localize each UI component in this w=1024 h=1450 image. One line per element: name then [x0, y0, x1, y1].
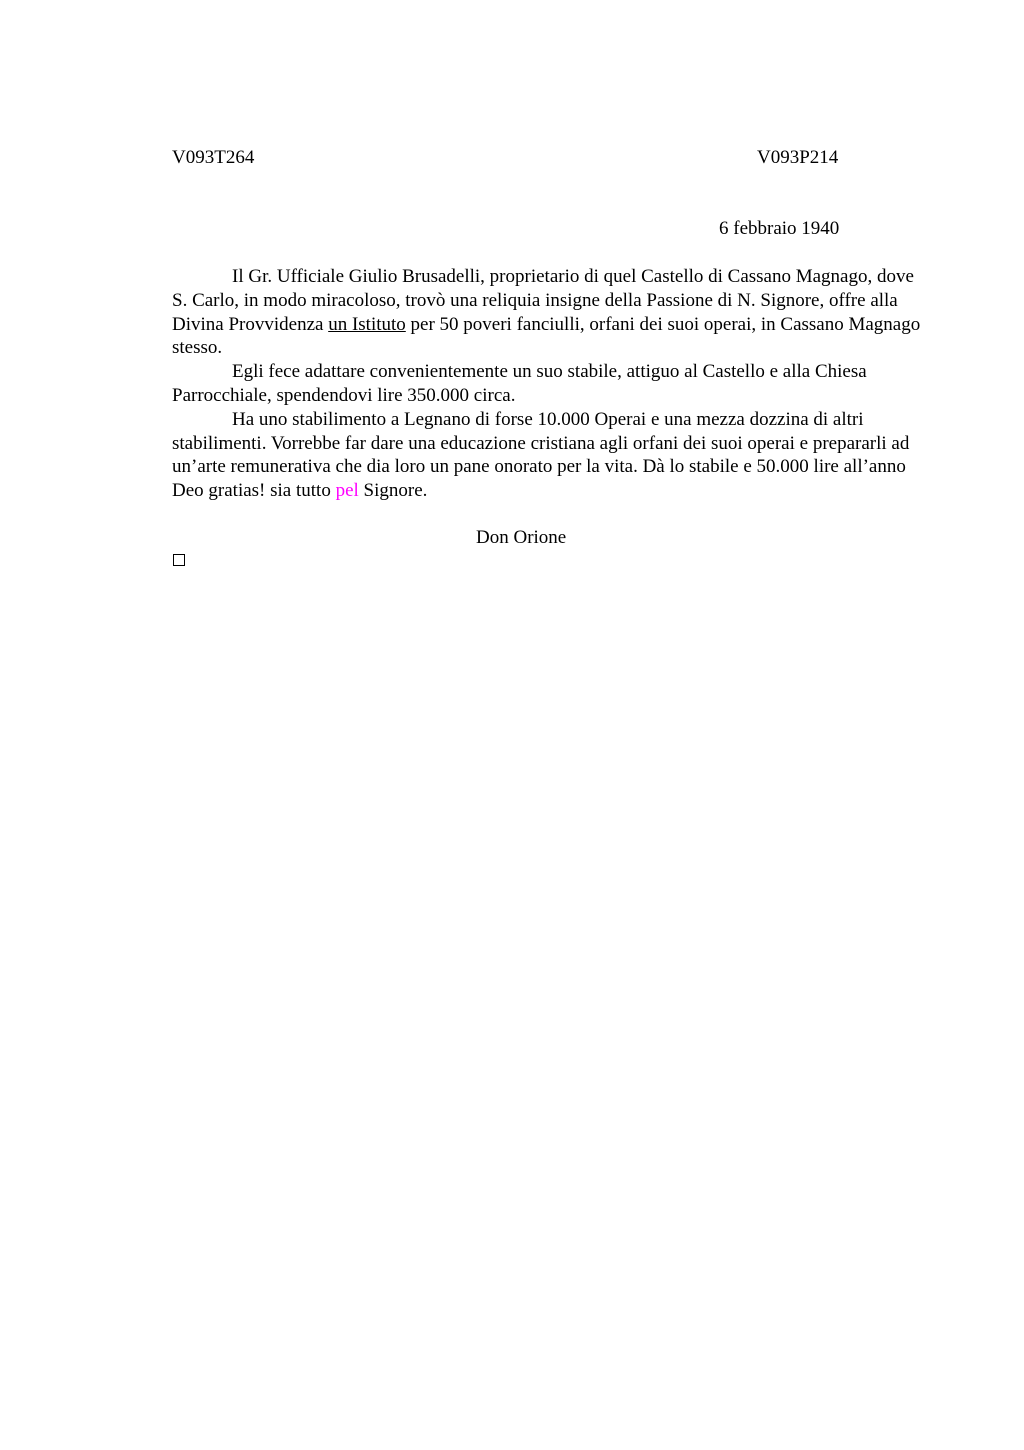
signature: Don Orione — [476, 527, 567, 548]
document-code-left: V093T264 — [172, 147, 255, 168]
paragraph-2: Egli fece adattare convenientemente un suo stabile, attiguo al Castello e alla Chiesa Parrocchiale, spendendovi lire 350.000 circa. — [172, 361, 867, 406]
paragraph-3-text-end: Signore. — [358, 480, 428, 502]
paragraph-1-text-end: per 50 poveri fanciulli, orfani dei suoi operai, in Cassano Magnago stesso. — [172, 313, 921, 359]
letter-date: 6 febbraio 1940 — [719, 218, 840, 239]
letter-body — [172, 265, 932, 503]
paragraph-3-text-start: Ha uno stabilimento a Legnano di forse 10.000 Operai e una mezza dozzina di altri stabilimenti. Vorrebbe far dare una educazione cristiana agli orfani dei suoi operai e prepararli ad un’arte remunerativa che dia loro un pane onorato per la vita. Dà lo stabile e 50.000 lire all’anno Deo gratias! sia tutto — [172, 408, 910, 502]
paragraph-1 — [172, 265, 932, 360]
paragraph-1-text-start: Il Gr. Ufficiale Giulio Brusadelli, proprietario di quel Castello di Cassano Magnago, dove S. Carlo, in modo miracoloso, trovò una reliquia insigne della Passione di N. Signore, offre alla Divina Provvidenza — [172, 266, 914, 335]
underlined-istituto: un Istituto — [328, 313, 406, 335]
empty-square-icon — [173, 554, 185, 566]
document-code-right: V093P214 — [757, 147, 839, 168]
highlighted-word-pel: pel — [335, 480, 359, 502]
paragraph-3 — [172, 408, 932, 503]
